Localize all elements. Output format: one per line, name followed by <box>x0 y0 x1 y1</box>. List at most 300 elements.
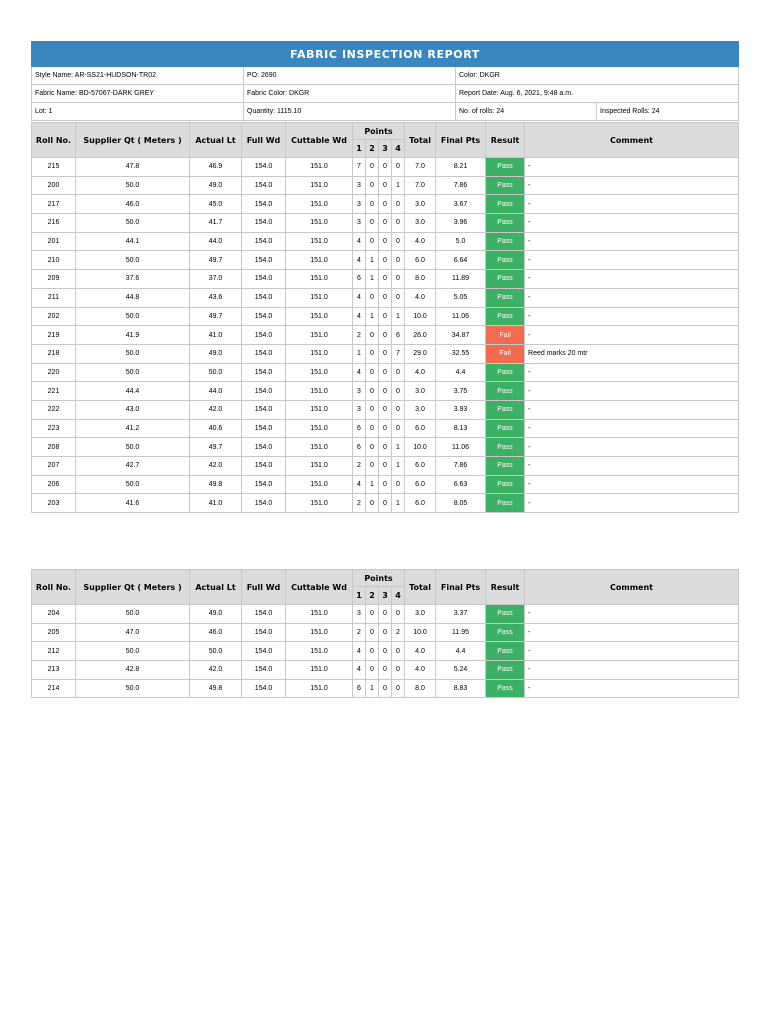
cell-point-4: 0 <box>392 661 405 680</box>
cell-actual-lt: 45.0 <box>190 195 242 214</box>
cell-point-1: 3 <box>353 214 366 233</box>
cell-point-3: 0 <box>379 494 392 513</box>
result-badge: Pass <box>486 642 525 661</box>
cell-point-2: 0 <box>366 623 379 642</box>
cell-total: 26.0 <box>405 326 436 345</box>
cell-point-3: 0 <box>379 457 392 476</box>
cell-comment: - <box>525 251 739 270</box>
cell-comment: - <box>525 232 739 251</box>
cell-total: 10.0 <box>405 623 436 642</box>
fabric-color: Fabric Color: DKGR <box>244 85 456 103</box>
result-badge: Pass <box>486 438 525 457</box>
cell-actual-lt: 42.0 <box>190 400 242 419</box>
cell-actual-lt: 49.0 <box>190 605 242 624</box>
cell-comment: - <box>525 363 739 382</box>
cell-point-2: 0 <box>366 661 379 680</box>
table-row <box>32 382 739 401</box>
cell-full-wd: 154.0 <box>242 288 286 307</box>
cell-full-wd: 154.0 <box>242 661 286 680</box>
cell-point-2: 0 <box>366 382 379 401</box>
cell-full-wd: 154.0 <box>242 214 286 233</box>
cell-supplier-qt: 47.8 <box>76 158 190 177</box>
cell-comment: - <box>525 307 739 326</box>
col-point-1: 1 <box>353 587 366 605</box>
cell-point-2: 1 <box>366 251 379 270</box>
col-point-3: 3 <box>379 140 392 158</box>
cell-actual-lt: 49.7 <box>190 438 242 457</box>
cell-point-3: 0 <box>379 176 392 195</box>
cell-actual-lt: 44.0 <box>190 382 242 401</box>
cell-full-wd: 154.0 <box>242 438 286 457</box>
table-row <box>32 307 739 326</box>
cell-point-2: 1 <box>366 270 379 289</box>
table-row <box>32 457 739 476</box>
cell-roll-no: 202 <box>32 307 76 326</box>
table-row <box>32 661 739 680</box>
table-2-body <box>32 605 739 698</box>
cell-full-wd: 154.0 <box>242 400 286 419</box>
table-row <box>32 642 739 661</box>
inspection-table-2 <box>31 569 738 698</box>
cell-point-4: 0 <box>392 382 405 401</box>
cell-point-4: 1 <box>392 438 405 457</box>
cell-comment: - <box>525 642 739 661</box>
cell-actual-lt: 42.0 <box>190 661 242 680</box>
cell-roll-no: 223 <box>32 419 76 438</box>
cell-final-pts: 32.55 <box>436 344 486 363</box>
cell-total: 7.0 <box>405 158 436 177</box>
col-comment: Comment <box>525 123 739 158</box>
cell-supplier-qt: 41.2 <box>76 419 190 438</box>
cell-point-4: 0 <box>392 232 405 251</box>
cell-final-pts: 6.63 <box>436 475 486 494</box>
cell-total: 3.0 <box>405 400 436 419</box>
cell-actual-lt: 50.0 <box>190 363 242 382</box>
report-date: Report Date: Aug. 6, 2021, 9:48 a.m. <box>456 85 739 103</box>
cell-cuttable-wd: 151.0 <box>286 288 353 307</box>
cell-comment: - <box>525 623 739 642</box>
cell-cuttable-wd: 151.0 <box>286 661 353 680</box>
result-badge: Fail <box>486 326 525 345</box>
lot: Lot: 1 <box>32 103 244 121</box>
report-header <box>31 41 738 121</box>
cell-supplier-qt: 50.0 <box>76 214 190 233</box>
cell-point-1: 6 <box>353 679 366 698</box>
table-row <box>32 475 739 494</box>
col-final-pts: Final Pts <box>436 123 486 158</box>
result-badge: Pass <box>486 214 525 233</box>
cell-actual-lt: 49.8 <box>190 679 242 698</box>
cell-roll-no: 221 <box>32 382 76 401</box>
cell-point-3: 0 <box>379 382 392 401</box>
cell-final-pts: 3.37 <box>436 605 486 624</box>
cell-roll-no: 205 <box>32 623 76 642</box>
cell-cuttable-wd: 151.0 <box>286 176 353 195</box>
cell-total: 3.0 <box>405 195 436 214</box>
cell-final-pts: 5.0 <box>436 232 486 251</box>
table-row <box>32 251 739 270</box>
cell-point-3: 0 <box>379 326 392 345</box>
cell-point-1: 2 <box>353 326 366 345</box>
cell-supplier-qt: 50.0 <box>76 438 190 457</box>
cell-point-1: 6 <box>353 438 366 457</box>
cell-comment: - <box>525 661 739 680</box>
cell-point-3: 0 <box>379 605 392 624</box>
result-badge: Pass <box>486 605 525 624</box>
cell-point-2: 1 <box>366 475 379 494</box>
col-result: Result <box>486 123 525 158</box>
cell-point-2: 0 <box>366 494 379 513</box>
cell-full-wd: 154.0 <box>242 176 286 195</box>
cell-roll-no: 216 <box>32 214 76 233</box>
cell-roll-no: 213 <box>32 661 76 680</box>
result-badge: Pass <box>486 251 525 270</box>
cell-roll-no: 217 <box>32 195 76 214</box>
table-row <box>32 195 739 214</box>
table-row <box>32 679 739 698</box>
result-badge: Pass <box>486 158 525 177</box>
result-badge: Pass <box>486 363 525 382</box>
cell-point-2: 0 <box>366 288 379 307</box>
style-name: Style Name: AR-SS21-HUDSON-TR02 <box>32 67 244 85</box>
cell-point-4: 1 <box>392 176 405 195</box>
result-badge: Pass <box>486 288 525 307</box>
table-row <box>32 214 739 233</box>
cell-point-3: 0 <box>379 475 392 494</box>
cell-point-1: 3 <box>353 382 366 401</box>
cell-point-1: 7 <box>353 158 366 177</box>
cell-point-1: 3 <box>353 176 366 195</box>
cell-final-pts: 8.21 <box>436 158 486 177</box>
cell-total: 4.0 <box>405 363 436 382</box>
cell-final-pts: 3.93 <box>436 400 486 419</box>
fabric-name: Fabric Name: BD-57067-DARK GREY <box>32 85 244 103</box>
cell-roll-no: 222 <box>32 400 76 419</box>
cell-comment: - <box>525 475 739 494</box>
cell-comment: - <box>525 605 739 624</box>
cell-supplier-qt: 43.0 <box>76 400 190 419</box>
cell-point-1: 4 <box>353 363 366 382</box>
cell-cuttable-wd: 151.0 <box>286 642 353 661</box>
col-actual-lt: Actual Lt <box>190 123 242 158</box>
cell-final-pts: 4.4 <box>436 363 486 382</box>
cell-final-pts: 7.86 <box>436 457 486 476</box>
cell-point-1: 2 <box>353 623 366 642</box>
cell-cuttable-wd: 151.0 <box>286 400 353 419</box>
cell-cuttable-wd: 151.0 <box>286 326 353 345</box>
cell-roll-no: 212 <box>32 642 76 661</box>
cell-point-4: 0 <box>392 270 405 289</box>
cell-point-1: 3 <box>353 400 366 419</box>
cell-point-2: 0 <box>366 400 379 419</box>
cell-point-1: 4 <box>353 307 366 326</box>
cell-actual-lt: 41.0 <box>190 494 242 513</box>
cell-point-4: 1 <box>392 307 405 326</box>
cell-full-wd: 154.0 <box>242 344 286 363</box>
cell-supplier-qt: 47.0 <box>76 623 190 642</box>
cell-supplier-qt: 50.0 <box>76 642 190 661</box>
cell-total: 29.0 <box>405 344 436 363</box>
cell-full-wd: 154.0 <box>242 363 286 382</box>
result-badge: Pass <box>486 195 525 214</box>
cell-point-3: 0 <box>379 400 392 419</box>
cell-cuttable-wd: 151.0 <box>286 623 353 642</box>
cell-roll-no: 214 <box>32 679 76 698</box>
cell-cuttable-wd: 151.0 <box>286 363 353 382</box>
cell-full-wd: 154.0 <box>242 326 286 345</box>
cell-cuttable-wd: 151.0 <box>286 214 353 233</box>
cell-roll-no: 201 <box>32 232 76 251</box>
cell-comment: - <box>525 438 739 457</box>
cell-point-2: 0 <box>366 642 379 661</box>
cell-supplier-qt: 50.0 <box>76 475 190 494</box>
cell-roll-no: 204 <box>32 605 76 624</box>
table-row <box>32 605 739 624</box>
cell-roll-no: 219 <box>32 326 76 345</box>
cell-final-pts: 8.83 <box>436 679 486 698</box>
cell-final-pts: 8.13 <box>436 419 486 438</box>
cell-point-4: 1 <box>392 494 405 513</box>
cell-point-3: 0 <box>379 623 392 642</box>
cell-point-3: 0 <box>379 344 392 363</box>
cell-comment: - <box>525 158 739 177</box>
table-row <box>32 438 739 457</box>
cell-point-2: 0 <box>366 605 379 624</box>
cell-final-pts: 3.67 <box>436 195 486 214</box>
col-roll-no: Roll No. <box>32 123 76 158</box>
cell-supplier-qt: 46.0 <box>76 195 190 214</box>
cell-point-1: 3 <box>353 195 366 214</box>
cell-total: 8.0 <box>405 270 436 289</box>
cell-full-wd: 154.0 <box>242 158 286 177</box>
cell-point-1: 1 <box>353 344 366 363</box>
cell-point-2: 0 <box>366 176 379 195</box>
cell-total: 10.0 <box>405 438 436 457</box>
cell-point-3: 0 <box>379 438 392 457</box>
result-badge: Pass <box>486 457 525 476</box>
cell-final-pts: 11.06 <box>436 438 486 457</box>
cell-total: 6.0 <box>405 419 436 438</box>
cell-full-wd: 154.0 <box>242 307 286 326</box>
cell-total: 3.0 <box>405 605 436 624</box>
cell-supplier-qt: 50.0 <box>76 176 190 195</box>
table-row <box>32 494 739 513</box>
table-row <box>32 158 739 177</box>
cell-point-2: 0 <box>366 344 379 363</box>
cell-final-pts: 8.05 <box>436 494 486 513</box>
cell-full-wd: 154.0 <box>242 232 286 251</box>
inspected-rolls: Inspected Rolls: 24 <box>597 103 739 121</box>
col-point-4: 4 <box>392 587 405 605</box>
result-badge: Pass <box>486 307 525 326</box>
cell-supplier-qt: 42.7 <box>76 457 190 476</box>
table-row <box>32 419 739 438</box>
cell-roll-no: 215 <box>32 158 76 177</box>
cell-total: 3.0 <box>405 214 436 233</box>
cell-point-3: 0 <box>379 270 392 289</box>
cell-supplier-qt: 44.1 <box>76 232 190 251</box>
cell-final-pts: 3.75 <box>436 382 486 401</box>
cell-actual-lt: 41.7 <box>190 214 242 233</box>
cell-comment: - <box>525 679 739 698</box>
cell-roll-no: 209 <box>32 270 76 289</box>
cell-point-2: 0 <box>366 438 379 457</box>
cell-comment: - <box>525 382 739 401</box>
cell-point-2: 0 <box>366 232 379 251</box>
cell-point-4: 0 <box>392 605 405 624</box>
table-row <box>32 400 739 419</box>
cell-full-wd: 154.0 <box>242 642 286 661</box>
cell-total: 6.0 <box>405 251 436 270</box>
result-badge: Pass <box>486 270 525 289</box>
cell-point-3: 0 <box>379 288 392 307</box>
cell-cuttable-wd: 151.0 <box>286 438 353 457</box>
cell-final-pts: 6.64 <box>436 251 486 270</box>
cell-actual-lt: 49.7 <box>190 307 242 326</box>
cell-comment: Reed marks 20 mtr <box>525 344 739 363</box>
cell-actual-lt: 40.6 <box>190 419 242 438</box>
result-badge: Pass <box>486 419 525 438</box>
col-roll-no: Roll No. <box>32 570 76 605</box>
cell-point-4: 0 <box>392 158 405 177</box>
cell-full-wd: 154.0 <box>242 475 286 494</box>
col-point-1: 1 <box>353 140 366 158</box>
cell-point-4: 0 <box>392 400 405 419</box>
no-of-rolls: No. of rolls: 24 <box>456 103 597 121</box>
cell-point-4: 0 <box>392 679 405 698</box>
cell-full-wd: 154.0 <box>242 623 286 642</box>
cell-point-3: 0 <box>379 214 392 233</box>
cell-cuttable-wd: 151.0 <box>286 307 353 326</box>
cell-comment: - <box>525 270 739 289</box>
cell-cuttable-wd: 151.0 <box>286 605 353 624</box>
cell-total: 10.0 <box>405 307 436 326</box>
result-badge: Pass <box>486 494 525 513</box>
result-badge: Pass <box>486 661 525 680</box>
col-supplier-qt: Supplier Qt ( Meters ) <box>76 570 190 605</box>
cell-point-3: 0 <box>379 307 392 326</box>
cell-actual-lt: 50.0 <box>190 642 242 661</box>
cell-point-3: 0 <box>379 419 392 438</box>
col-full-wd: Full Wd <box>242 570 286 605</box>
cell-point-1: 4 <box>353 642 366 661</box>
cell-comment: - <box>525 326 739 345</box>
table-row <box>32 326 739 345</box>
cell-actual-lt: 41.0 <box>190 326 242 345</box>
cell-supplier-qt: 50.0 <box>76 605 190 624</box>
cell-point-1: 6 <box>353 270 366 289</box>
cell-supplier-qt: 50.0 <box>76 679 190 698</box>
cell-final-pts: 11.06 <box>436 307 486 326</box>
result-badge: Pass <box>486 679 525 698</box>
cell-point-2: 0 <box>366 419 379 438</box>
cell-full-wd: 154.0 <box>242 195 286 214</box>
cell-full-wd: 154.0 <box>242 457 286 476</box>
cell-roll-no: 203 <box>32 494 76 513</box>
cell-cuttable-wd: 151.0 <box>286 195 353 214</box>
col-actual-lt: Actual Lt <box>190 570 242 605</box>
cell-point-1: 3 <box>353 605 366 624</box>
cell-actual-lt: 49.0 <box>190 176 242 195</box>
cell-final-pts: 3.96 <box>436 214 486 233</box>
cell-full-wd: 154.0 <box>242 251 286 270</box>
cell-supplier-qt: 44.8 <box>76 288 190 307</box>
cell-actual-lt: 46.9 <box>190 158 242 177</box>
cell-point-2: 0 <box>366 195 379 214</box>
cell-cuttable-wd: 151.0 <box>286 679 353 698</box>
quantity: Quantity: 1115.10 <box>244 103 456 121</box>
cell-point-3: 0 <box>379 195 392 214</box>
cell-full-wd: 154.0 <box>242 382 286 401</box>
cell-point-2: 0 <box>366 214 379 233</box>
cell-point-1: 6 <box>353 419 366 438</box>
cell-point-1: 2 <box>353 494 366 513</box>
color: Color: DKGR <box>456 67 739 85</box>
cell-point-1: 4 <box>353 232 366 251</box>
cell-comment: - <box>525 494 739 513</box>
cell-actual-lt: 37.0 <box>190 270 242 289</box>
cell-point-1: 4 <box>353 475 366 494</box>
cell-point-2: 0 <box>366 457 379 476</box>
cell-full-wd: 154.0 <box>242 605 286 624</box>
cell-point-4: 0 <box>392 251 405 270</box>
result-badge: Pass <box>486 623 525 642</box>
cell-point-2: 1 <box>366 679 379 698</box>
cell-supplier-qt: 42.8 <box>76 661 190 680</box>
cell-point-2: 1 <box>366 307 379 326</box>
col-point-4: 4 <box>392 140 405 158</box>
cell-point-1: 4 <box>353 288 366 307</box>
cell-cuttable-wd: 151.0 <box>286 251 353 270</box>
cell-roll-no: 220 <box>32 363 76 382</box>
cell-total: 6.0 <box>405 457 436 476</box>
cell-actual-lt: 49.0 <box>190 344 242 363</box>
cell-total: 4.0 <box>405 642 436 661</box>
cell-point-1: 2 <box>353 457 366 476</box>
cell-actual-lt: 42.0 <box>190 457 242 476</box>
cell-supplier-qt: 50.0 <box>76 344 190 363</box>
cell-actual-lt: 46.0 <box>190 623 242 642</box>
cell-cuttable-wd: 151.0 <box>286 232 353 251</box>
result-badge: Pass <box>486 176 525 195</box>
cell-roll-no: 218 <box>32 344 76 363</box>
cell-supplier-qt: 41.6 <box>76 494 190 513</box>
col-cuttable-wd: Cuttable Wd <box>286 123 353 158</box>
col-result: Result <box>486 570 525 605</box>
cell-roll-no: 207 <box>32 457 76 476</box>
cell-point-4: 0 <box>392 419 405 438</box>
cell-point-3: 0 <box>379 158 392 177</box>
cell-full-wd: 154.0 <box>242 270 286 289</box>
cell-comment: - <box>525 400 739 419</box>
cell-point-3: 0 <box>379 679 392 698</box>
cell-total: 8.0 <box>405 679 436 698</box>
cell-cuttable-wd: 151.0 <box>286 270 353 289</box>
cell-point-3: 0 <box>379 251 392 270</box>
cell-supplier-qt: 44.4 <box>76 382 190 401</box>
table-row <box>32 288 739 307</box>
col-cuttable-wd: Cuttable Wd <box>286 570 353 605</box>
cell-full-wd: 154.0 <box>242 419 286 438</box>
table-row <box>32 176 739 195</box>
col-final-pts: Final Pts <box>436 570 486 605</box>
cell-total: 4.0 <box>405 661 436 680</box>
cell-cuttable-wd: 151.0 <box>286 457 353 476</box>
cell-final-pts: 5.05 <box>436 288 486 307</box>
cell-cuttable-wd: 151.0 <box>286 382 353 401</box>
report-title: FABRIC INSPECTION REPORT <box>32 42 739 67</box>
cell-point-3: 0 <box>379 661 392 680</box>
